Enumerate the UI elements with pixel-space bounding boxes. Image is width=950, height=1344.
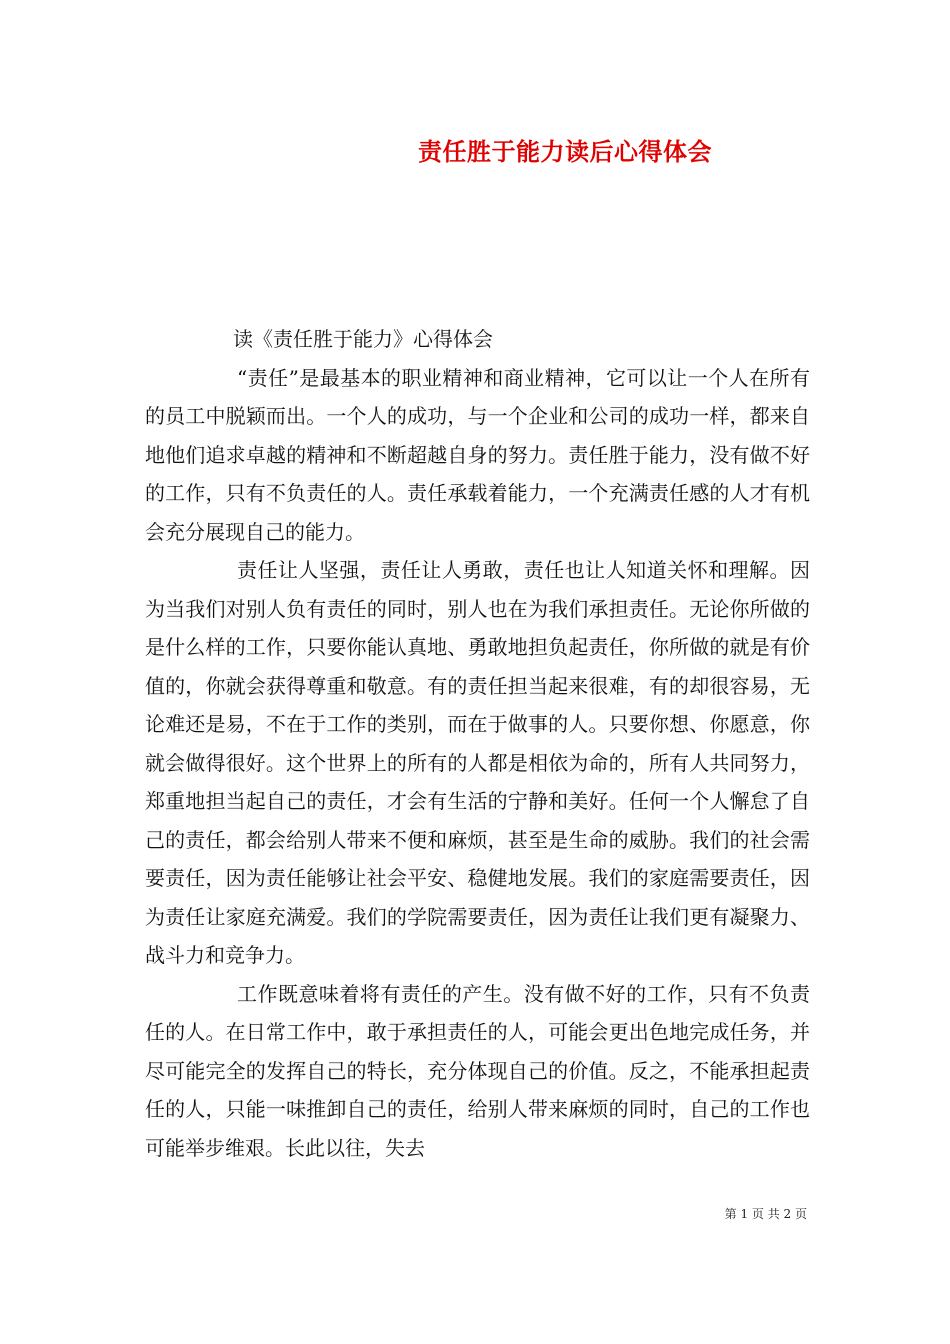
document-subheading: 读《责任胜于能力》心得体会 bbox=[233, 327, 493, 351]
body-paragraph-3: 工作既意味着将有责任的产生。没有做不好的工作，只有不负责任的人。在日常工作中，敢于承担责任的人，可能会更出色地完成任务，并尽可能完全的发挥自己的特长，充分体现自己的价值。反之，不能承担起责任的人，只能一味推卸自己的责任，给别人带来麻烦的同时，自己的工作也可能举步维艰。长此以往，失去 bbox=[145, 981, 810, 1160]
document-title: 责任胜于能力读后心得体会 bbox=[418, 137, 712, 166]
page-number-footer: 第 1 页 共 2 页 bbox=[724, 1207, 807, 1221]
document-body bbox=[145, 320, 810, 1167]
body-paragraph-2: 责任让人坚强，责任让人勇敢，责任也让人知道关怀和理解。因为当我们对别人负有责任的同时，别人也在为我们承担责任。无论你所做的是什么样的工作，只要你能认真地、勇敢地担负起责任，你所做的就是有价值的，你就会获得尊重和敬意。有的责任担当起来很难，有的却很容易，无论难还是易，不在于工作的类别，而在于做事的人。只要你想、你愿意，你就会做得很好。这个世界上的所有的人都是相依为命的，所有人共同努力，郑重地担当起自己的责任，才会有生活的宁静和美好。任何一个人懈怠了自己的责任，都会给别人带来不便和麻烦，甚至是生命的威胁。我们的社会需要责任，因为责任能够让社会平安、稳健地发展。我们的家庭需要责任，因为责任让家庭充满爱。我们的学院需要责任，因为责任让我们更有凝聚力、战斗力和竞争力。 bbox=[145, 558, 810, 967]
body-paragraph-1: “责任”是最基本的职业精神和商业精神，它可以让一个人在所有的员工中脱颖而出。一个人的成功，与一个企业和公司的成功一样，都来自地他们追求卓越的精神和不断超越自身的努力。责任胜于能力，没有做不好的工作，只有不负责任的人。责任承载着能力，一个充满责任感的人才有机会充分展现自己的能力。 bbox=[145, 365, 810, 544]
